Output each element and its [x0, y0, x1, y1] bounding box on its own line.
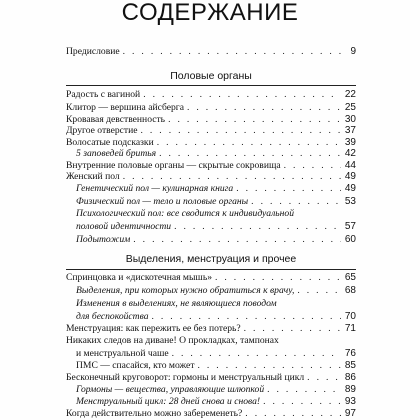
toc-page-number: 93	[344, 396, 356, 407]
toc-subentry[interactable]	[76, 384, 356, 395]
toc-entry-label: Никаких следов на диване! О прокладках, тампонах	[66, 335, 279, 346]
toc-page-number: 71	[344, 323, 356, 334]
toc-page-number: 97	[344, 407, 356, 419]
toc-entry-label: Бесконечный круговорот: гормоны и менструальный цикл	[66, 372, 305, 383]
toc-leader	[307, 372, 341, 383]
toc-subentry[interactable]	[76, 234, 356, 245]
toc-entry-label: Внутренние половые органы — скрытые сокровища	[66, 159, 281, 171]
toc-leader	[251, 196, 341, 207]
toc-entry-label: Менструальный цикл: 28 дней снова и снова!	[76, 396, 261, 407]
toc-page-number: 57	[344, 220, 356, 232]
toc-page-number: 22	[344, 89, 356, 100]
toc-entry-label: ПМС — спасайся, кто может	[76, 360, 195, 371]
toc-entry-label: Волосатые подсказки	[66, 136, 154, 148]
toc-page-number: 68	[344, 284, 356, 296]
toc-entry[interactable]	[66, 335, 356, 359]
toc-leader	[174, 221, 341, 232]
toc-leader	[284, 160, 341, 171]
toc-leader	[123, 171, 341, 182]
toc-subentry[interactable]	[76, 196, 356, 207]
toc-page-number: 25	[344, 101, 356, 113]
toc-page-number: 42	[344, 148, 356, 159]
toc-leader	[244, 323, 341, 334]
toc-leader	[198, 360, 341, 371]
toc-leader	[263, 396, 341, 407]
page-title: СОДЕРЖАНИЕ	[121, 0, 299, 26]
toc-subentry[interactable]	[76, 396, 356, 407]
toc-leader	[123, 46, 341, 57]
toc-entry-label: 5 заповедей бритья	[76, 148, 157, 159]
toc-page-number: 49	[344, 171, 356, 182]
toc-entry-label: Спринцовка и «дискотечная мышь»	[66, 272, 212, 283]
toc-subentry[interactable]	[76, 298, 356, 322]
toc-page-number: 89	[344, 384, 356, 395]
toc-leader	[245, 408, 341, 419]
toc-subentry[interactable]	[76, 183, 356, 194]
toc-entry[interactable]	[66, 125, 356, 136]
toc-entry[interactable]	[66, 89, 356, 100]
toc-entry[interactable]	[66, 372, 356, 383]
toc-entry-label: Менструация: как пережить ее без потерь?	[66, 323, 241, 334]
toc-entry-label: Выделения, при которых нужно обратиться к врачу,	[76, 284, 295, 296]
toc-page-number: 86	[344, 372, 356, 383]
toc-entry-label: Кровавая девственность	[66, 113, 166, 125]
toc-page-number: 85	[344, 360, 356, 371]
toc-page-number: 60	[344, 233, 356, 245]
toc-entry[interactable]	[66, 272, 356, 283]
toc-leader	[157, 137, 341, 148]
toc-subentry[interactable]	[76, 285, 356, 296]
toc-page-number: 76	[344, 348, 356, 359]
toc-leader	[267, 384, 341, 395]
toc-page-number: 30	[344, 113, 356, 125]
toc-entry-preface[interactable]	[66, 46, 356, 57]
toc-leader	[236, 183, 341, 194]
section-heading: Выделения, менструация и прочее	[125, 253, 297, 265]
toc-entry-label: Клитор — вершина айсберга	[66, 101, 184, 113]
toc-entry[interactable]	[66, 160, 356, 171]
toc-page-number: 44	[344, 159, 356, 171]
toc-entry-label: Генетический пол — кулинарная книга	[76, 183, 234, 194]
toc-page-number: 49	[344, 183, 356, 194]
toc-entry[interactable]	[66, 323, 356, 334]
toc-page-number: 9	[350, 46, 356, 57]
toc-subentry[interactable]	[76, 148, 356, 159]
toc-entry[interactable]	[66, 171, 356, 182]
toc-page-number: 37	[344, 125, 356, 136]
toc-entry-label: Предисловие	[66, 46, 120, 57]
toc-entry-label-continued: половой идентичности	[76, 220, 172, 232]
section-divider	[66, 269, 356, 270]
toc-page-number: 53	[344, 196, 356, 207]
toc-entry-label: Гормоны — вещества, управляющие шлюпкой	[76, 384, 265, 395]
toc-leader	[168, 114, 341, 125]
toc-entry-label: Когда действительно можно забеременеть?	[66, 407, 243, 419]
toc-leader	[187, 102, 341, 113]
toc-page-number: 65	[344, 272, 356, 283]
toc-leader	[215, 272, 341, 283]
toc-leader	[172, 348, 341, 359]
toc-entry-label: Радость с вагиной	[66, 89, 141, 100]
toc-entry-label: Физический пол — тело и половые органы	[76, 196, 249, 207]
toc-entry-label-continued: и менструальной чаше	[76, 348, 169, 359]
toc-page-number: 70	[344, 311, 356, 322]
toc-entry-label: Женский пол	[66, 171, 120, 182]
toc-page-number: 39	[344, 136, 356, 148]
toc-subentry[interactable]	[76, 208, 356, 232]
section-divider	[66, 85, 356, 86]
toc-entry-label: Психологический пол: все сводится к индивидуальной	[76, 208, 294, 219]
toc-leader	[133, 234, 341, 245]
toc-entry-label: Подытожим	[76, 233, 131, 245]
section-heading: Половые органы	[170, 70, 252, 82]
toc-leader	[143, 89, 341, 100]
toc-leader	[152, 311, 341, 322]
toc-leader	[159, 148, 341, 159]
toc-entry[interactable]	[66, 408, 356, 419]
toc-entry[interactable]	[66, 114, 356, 125]
toc-entry-label: Другое отверстие	[66, 125, 138, 136]
toc-entry[interactable]	[66, 360, 356, 371]
toc-entry[interactable]	[66, 137, 356, 148]
toc-entry-label: Изменения в выделениях, не являющиеся поводом	[76, 298, 277, 309]
toc-entry[interactable]	[66, 102, 356, 113]
toc-leader	[297, 285, 341, 296]
toc-entry-label-continued: для беспокойства	[76, 311, 149, 322]
toc-leader	[141, 125, 341, 136]
